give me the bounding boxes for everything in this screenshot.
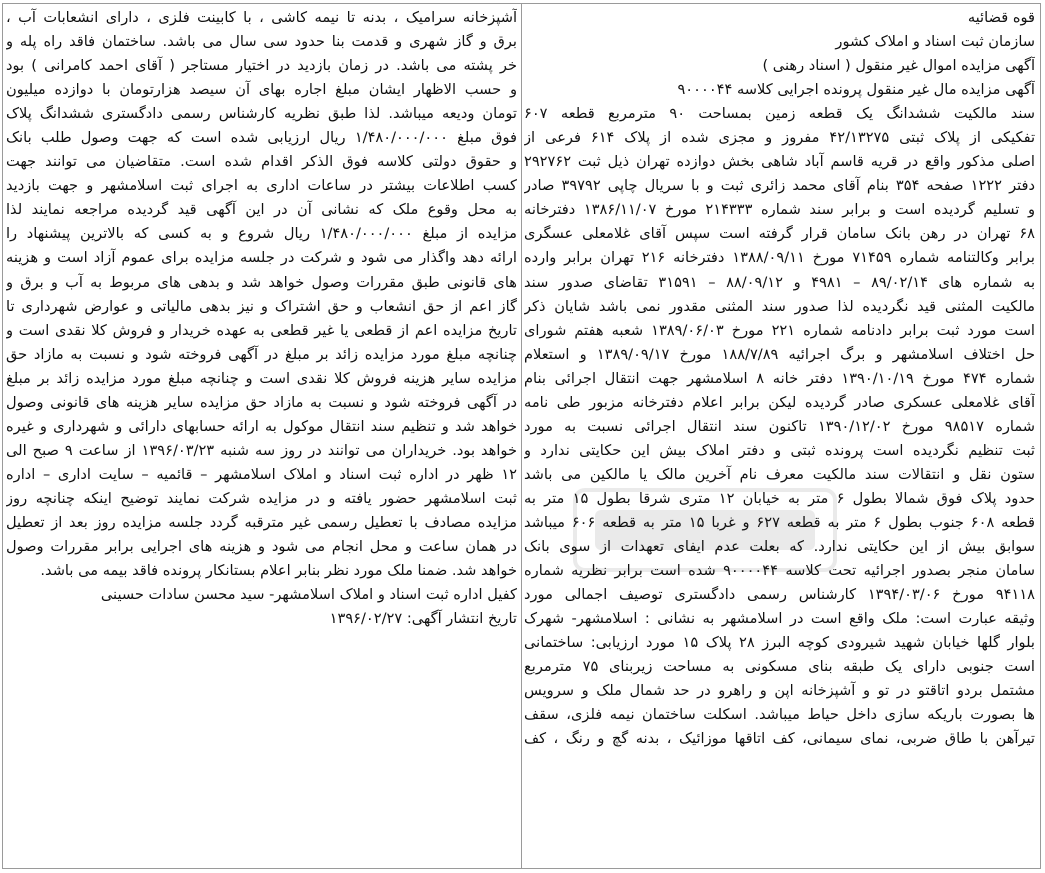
- left-column-line: خر پشته می باشد. در زمان بازدید در اختیار مستاجر ( آقای احمد کامرانی ) بود: [6, 57, 517, 75]
- right-column-line: آگهی مزایده اموال غیر منقول ( اسناد رهنی ): [762, 57, 1035, 75]
- right-column-line: سند مالکیت ششدانگ یک قطعه زمین بمساحت ۹۰ مترمربع قطعه ۶۰۷: [524, 105, 1035, 123]
- right-column-line: سازمان ثبت اسناد و املاک کشور: [835, 33, 1035, 51]
- right-column-line: حدود پلاک فوق شمالا بطول ۶ متر به خیابان ۱۲ متری شرقا بطول ۱۵ متر به: [524, 489, 1035, 507]
- left-column-line: تومان ودیعه میباشد. لذا طبق نظریه کارشناس رسمی دادگستری ششدانگ پلاک: [6, 105, 517, 123]
- left-column-line: مزایده مصادف با تعطیل رسمی غیر مترقبه گردد جلسه مزایده روز بعد از تعطیل: [6, 513, 517, 531]
- right-column-line: اصلی مذکور واقع در قریه قاسم آباد شاهی بخش دوازده تهران ذیل ثبت ۲۹۲۷۶۲: [524, 153, 1035, 171]
- left-column-line: در همان ساعت و محل انجام می شود و هزینه های اجرایی برابر مقررات وصول: [6, 538, 517, 556]
- left-column-line: مزایده از مبلغ ۱/۴۸۰/۰۰۰/۰۰۰ ریال شروع و به کسی که بالاترین پیشنهاد را: [6, 225, 517, 243]
- column-divider: [521, 3, 522, 869]
- left-column-line: مزایده سایر هزینه فروش کلا نقدی است و چنانچه مبلغ مورد مزایده زائد بر مبلغ: [6, 369, 517, 387]
- right-column-line: به شماره های ۸۹/۰۲/۱۴ – ۴۹۸۱ و ۸۸/۰۹/۱۲ – ۳۱۵۹۱ تقاضای صدور سند: [524, 273, 1035, 291]
- left-column-line: خواهد بود. خریداران می توانند در روز سه شنبه ۱۳۹۶/۰۳/۲۳ از ساعت ۹ صبح الی: [6, 441, 517, 459]
- left-column-line: خواهد شد و تنظیم سند انتقال موکول به ارائه حسابهای دارائی و شهرداری و غیره: [6, 417, 517, 435]
- left-column-line: گاز اعم از حق انشعاب و حق اشتراک و نیز بدهی مالیاتی و عوارض شهرداری تا: [6, 297, 517, 315]
- right-column-line: دفتر ۱۲۲۲ صفحه ۳۵۴ بنام آقای محمد زائری ثبت و با سریال چاپی ۳۹۷۹۲ صادر: [524, 177, 1035, 195]
- right-column-line: مشتمل بردو اتاقتو در تو و آشپزخانه اپن و راهرو در حد شمال ملک و سرویس: [524, 682, 1035, 700]
- right-column-line: شماره ۴۷۴ مورخ ۱۳۹۰/۱۰/۱۹ دفتر خانه ۸ اسلامشهر جهت انتقال اجرائی بنام: [524, 369, 1035, 387]
- left-column-line: برق و گاز شهری و قدمت بنا حدود سی سال می باشد. ساختمان فاقد راه پله و: [6, 33, 517, 51]
- right-column-line: و تسلیم گردیده است و برابر سند شماره ۲۱۴۳۳۳ مورخ ۱۳۸۶/۱۱/۰۷ دفترخانه: [524, 201, 1035, 219]
- right-column-line: است مورد ثبت برابر دادنامه شماره ۲۲۱ مورخ ۱۳۸۹/۰۶/۰۳ شعبه هفتم شورای: [524, 321, 1035, 339]
- left-column-line: به محل وقوع ملک که نشانی آن در این آگهی قید گردیده مراجعه نمایند لذا: [6, 201, 517, 219]
- right-column-line: آگهی مزایده مال غیر منقول پرونده اجرایی کلاسه ۹۰۰۰۰۴۴: [677, 81, 1035, 99]
- left-column-line: و حسب الاظهار ایشان مبلغ اجاره بهای آن سیصد هزارتومان با دوازده میلیون: [6, 81, 517, 99]
- right-column-line: برابر وکالتنامه شماره ۷۱۴۵۹ مورخ ۱۳۸۸/۰۹/۱۱ دفترخانه ۲۱۶ تهران برابر وارده: [524, 249, 1035, 267]
- right-column-line: قطعه ۶۰۸ جنوب بطول ۶ متر به قطعه ۶۲۷ و غربا ۱۵ متر به قطعه ۶۰۶ میباشد: [524, 513, 1035, 531]
- right-column-line: تفکیکی از پلاک ثبتی ۴۲/۱۳۲۷۵ مفروز و مجزی شده از پلاک ۶۱۴ فرعی از: [524, 129, 1035, 147]
- right-column-line: ستون نقل و انتقالات سند مالکیت معرف نام آخرین مالک یا مالکین می باشد: [524, 465, 1035, 483]
- left-column-line: تاریخ مزایده اعم از قطعی یا غیر قطعی به عهده خریدار و فروش کلا نقدی است و: [6, 321, 517, 339]
- left-column-line: کفیل اداره ثبت اسناد و املاک اسلامشهر- سید محسن سادات حسینی: [100, 586, 517, 604]
- right-column-line: ۶۸ تهران در رهن بانک سامان قرار گرفته است سپس آقای غلامعلی عسگری: [524, 225, 1035, 243]
- left-column-line: ارائه دهد واگذار می شود و شرکت در جلسه مزایده برای عموم آزاد است و هزینه: [6, 249, 517, 267]
- right-column-line: سوابق بیش از این حکایتی ندارد. که بعلت عدم ایفای تعهدات از سوی بانک: [524, 538, 1035, 556]
- right-column-line: ثبت تنظیم نگردیده است پرونده ثبتی و دفتر املاک بیش این حکایتی ندارد و: [524, 441, 1035, 459]
- right-column-line: مالکیت المثنی قید نگردیده لذا صدور سند المثنی مقدور نمی باشد شایان ذکر: [524, 297, 1035, 315]
- right-column-line: شماره ۹۸۵۱۷ مورخ ۱۳۹۰/۱۲/۰۲ تاکنون سند انتقال اجرائی نسبت به مورد: [524, 417, 1035, 435]
- right-column-line: وثیقه عبارت است: ملک واقع است در اسلامشهر به نشانی : اسلامشهر- شهرک: [524, 610, 1035, 628]
- right-column-line: آقای غلامعلی عسکری صادر گردیده لیکن برابر اعلام دفترخانه مزبور طی نامه: [524, 393, 1035, 411]
- right-column-line: قوه قضائیه: [967, 9, 1035, 26]
- right-column: [524, 6, 1035, 866]
- right-column-line: حل اختلاف اسلامشهر و برگ اجرائیه ۱۸۸/۷/۸۹ مورخ ۱۳۸۹/۰۹/۱۷ و استعلام: [524, 345, 1035, 363]
- right-column-line: ۹۴۱۱۸ مورخ ۱۳۹۴/۰۳/۰۶ کارشناس رسمی دادگستری توصیف اجمالی مورد: [524, 586, 1035, 604]
- left-column-line: فوق مبلغ ۱/۴۸۰/۰۰۰/۰۰۰ ریال ارزیابی شده است که جهت وصول طلب بانک: [6, 129, 517, 147]
- left-column: [6, 6, 517, 866]
- left-column-line: های قانونی طبق مقررات وصول خواهد شد و بدهی های مربوط به آب و برق و: [6, 273, 517, 291]
- left-column-line: چنانچه مبلغ مورد مزایده زائد بر مبلغ در آگهی فروخته شود و نسبت به مازاد حق: [6, 345, 517, 363]
- left-column-line: کسب اطلاعات بیشتر در ساعات اداری به اجرای ثبت اسلامشهر و جهت بازدید: [6, 177, 517, 195]
- left-column-line: تاریخ انتشار آگهی: ۱۳۹۶/۰۲/۲۷: [329, 610, 517, 628]
- right-column-line: سامان منجر بصدور اجرائیه تحت کلاسه ۹۰۰۰۰۴۴ شده است برابر نظریه شماره: [524, 562, 1035, 580]
- left-column-line: آشپزخانه سرامیک ، بدنه تا نیمه کاشی ، با کابینت فلزی ، دارای انشعابات آب ،: [6, 9, 517, 26]
- left-column-line: خواهد شد. ضمنا ملک مورد نظر بنابر اعلام بستانکار پرونده فاقد بیمه می باشد.: [40, 562, 517, 580]
- right-column-line: تیرآهن با طاق ضربی، نمای سیمانی، کف اتاقها موزائیک ، بدنه گچ و رنگ ، کف: [524, 730, 1035, 748]
- left-column-line: ۱۲ ظهر در اداره ثبت اسناد و املاک اسلامشهر – قائمیه – سایت اداری – اداره: [6, 465, 517, 483]
- right-column-line: ها بصورت باریکه سازی داخل حیاط میباشد. اسکلت ساختمان نیمه فلزی، سقف: [524, 706, 1035, 724]
- left-column-line: در آگهی فروخته شود و نسبت به مازاد حق مزایده سایر هزینه های قانونی وصول: [6, 393, 517, 411]
- left-column-line: ثبت اسلامشهر حضور یافته و در مزایده شرکت نمایند توضیح اینکه چنانچه روز: [6, 489, 517, 507]
- right-column-line: است جنوبی دارای یک طبقه بنای مسکونی به مساحت زیربنای ۷۵ مترمربع: [524, 658, 1035, 676]
- left-column-line: و حقوق دولتی کلاسه فوق الذکر اقدام شده است. متقاضیان می توانند جهت: [6, 153, 517, 171]
- right-column-line: بلوار گلها خیابان شهید شیرودی کوچه البرز ۲۸ پلاک ۱۵ مورد ارزیابی: ساختمانی: [524, 634, 1035, 652]
